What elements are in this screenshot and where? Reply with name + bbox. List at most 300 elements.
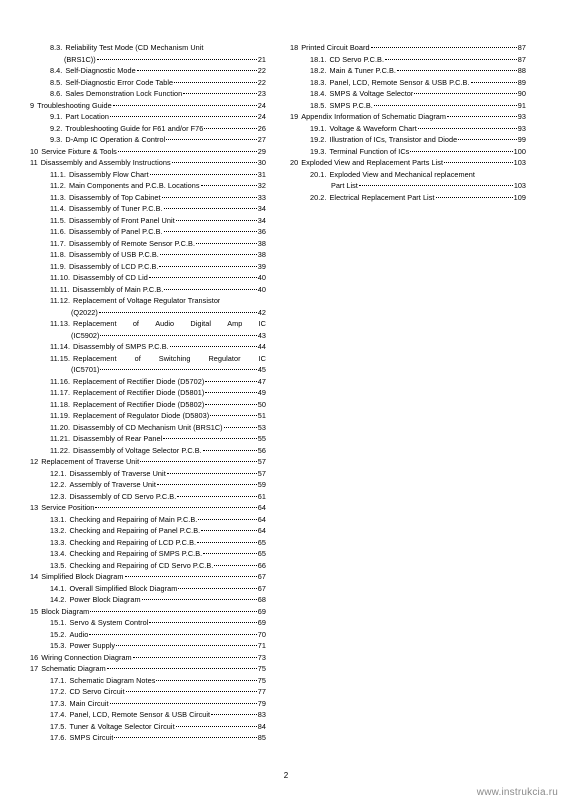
toc-entry[interactable]: [30, 675, 266, 687]
toc-entry[interactable]: [30, 433, 266, 445]
dot-leader: [149, 277, 257, 278]
toc-entry-title: Overall Simplified Block Diagram: [69, 583, 178, 593]
toc-entry-page: 109: [513, 192, 526, 202]
toc-entry-number: 10: [30, 146, 39, 156]
toc-entry-number: 11.5.: [50, 215, 66, 225]
dot-leader: [133, 657, 257, 658]
toc-entry[interactable]: [30, 709, 266, 721]
toc-entry-number: 11.7.: [50, 238, 66, 248]
toc-entry-page: 43: [257, 330, 266, 340]
toc-entry-title: Disassembly of Traverse Unit: [69, 468, 166, 478]
toc-entry-page: 38: [257, 238, 266, 248]
toc-entry-page: 26: [257, 123, 266, 133]
toc-entry-page: 69: [257, 606, 266, 616]
toc-entry-page: 66: [257, 560, 266, 570]
dot-leader: [126, 691, 257, 692]
toc-entry-title: Replacement of Traverse Unit: [41, 457, 140, 466]
toc-entry[interactable]: [30, 479, 266, 491]
dot-leader: [99, 312, 257, 313]
dot-leader: [371, 47, 517, 48]
toc-entry-page: 79: [257, 698, 266, 708]
dot-leader: [471, 82, 517, 83]
toc-entry[interactable]: [30, 663, 266, 675]
toc-entry-page: 59: [257, 480, 266, 489]
dot-leader: [113, 105, 257, 106]
toc-entry[interactable]: [290, 65, 526, 77]
toc-entry-page: 36: [257, 227, 266, 236]
dot-leader: [414, 93, 516, 94]
toc-entry-title: Disassembly of LCD P.C.B.: [68, 261, 159, 271]
dot-leader: [164, 289, 256, 290]
toc-entry-title: Block Diagram: [41, 606, 90, 616]
toc-entry-continuation[interactable]: [30, 364, 266, 376]
toc-entry[interactable]: [30, 468, 266, 480]
toc-entry-title: Disassembly and Assembly Instructions: [40, 158, 171, 167]
toc-entry-number: 14.2.: [50, 595, 67, 604]
dot-leader: [178, 588, 256, 589]
toc-entry-continuation[interactable]: [30, 330, 266, 342]
toc-entry-number: 13.1.: [50, 514, 67, 524]
dot-leader: [172, 162, 257, 163]
toc-entry-page: 49: [257, 388, 266, 397]
toc-entry-page: 24: [257, 100, 266, 110]
toc-entry-title-continued: (Q2022): [71, 307, 98, 317]
toc-entry-page: 90: [517, 89, 526, 98]
toc-entry-number: 15.1.: [50, 618, 67, 627]
toc-entry-title: Disassembly of Voltage Selector P.C.B.: [73, 445, 202, 455]
dot-leader: [359, 185, 513, 186]
toc-entry-title-continued: Part List: [331, 181, 358, 190]
toc-entry-number: 8.5.: [50, 77, 63, 87]
dot-leader: [201, 185, 257, 186]
toc-entry-number: 15.3.: [50, 641, 67, 650]
toc-entry-page: 30: [257, 158, 266, 167]
toc-entry-title: Replacement of Rectifier Diode (D5802): [73, 399, 205, 409]
toc-left-column: [30, 42, 266, 744]
toc-entry-page: 32: [257, 181, 266, 190]
toc-entry-page: 34: [257, 204, 266, 213]
toc-entry[interactable]: [30, 238, 266, 250]
toc-entry-page: 100: [513, 146, 526, 156]
dot-leader: [205, 381, 256, 382]
dot-leader: [176, 726, 257, 727]
toc-entry-page: 45: [257, 365, 266, 374]
toc-entry-title: Troubleshooting Guide for F61 and/or F76: [65, 123, 204, 133]
toc-entry-title: Main Components and P.C.B. Locations: [68, 181, 200, 190]
toc-entry-title: D-Amp IC Operation & Control: [65, 135, 166, 144]
toc-entry[interactable]: [30, 617, 266, 629]
dot-leader: [142, 599, 257, 600]
toc-entry-number: 11.11.: [50, 284, 70, 294]
toc-entry-page: 88: [517, 66, 526, 75]
dot-leader: [204, 128, 256, 129]
toc-entry-number: 11.1.: [50, 169, 66, 179]
toc-entry-number: 11.8.: [50, 250, 66, 259]
toc-entry-number: 18.2.: [310, 66, 327, 75]
dot-leader: [205, 392, 256, 393]
toc-entry-number: 19: [290, 112, 299, 121]
toc-entry[interactable]: [30, 123, 266, 135]
toc-entry[interactable]: [30, 548, 266, 560]
dot-leader: [162, 197, 257, 198]
toc-entry-number: 17.3.: [50, 698, 67, 708]
toc-entry-page: 93: [517, 112, 526, 121]
dot-leader: [160, 254, 257, 255]
toc-entry[interactable]: [290, 54, 526, 66]
toc-entry[interactable]: [30, 295, 266, 307]
toc-entry-number: 18.5.: [310, 100, 327, 110]
dot-leader: [170, 346, 257, 347]
toc-entry-title: Power Block Diagram: [69, 595, 141, 604]
toc-entry-number: 11.2.: [50, 181, 66, 190]
toc-entry[interactable]: [30, 422, 266, 434]
toc-entry-title: Disassembly of Top Cabinet: [68, 192, 161, 202]
toc-entry-title: Exploded View and Mechanical replacement: [329, 169, 475, 179]
toc-entry[interactable]: [290, 100, 526, 112]
watermark: www.instrukcia.ru: [476, 787, 558, 798]
toc-entry[interactable]: [30, 502, 266, 514]
toc-entry[interactable]: [30, 272, 266, 284]
toc-entry[interactable]: [30, 514, 266, 526]
toc-entry-page: 67: [257, 583, 266, 593]
dot-leader: [163, 438, 256, 439]
toc-entry[interactable]: [30, 249, 266, 261]
toc-entry-page: 77: [257, 687, 266, 696]
toc-entry-title: SMPS Circuit: [69, 733, 114, 742]
toc-entry-page: 65: [257, 549, 266, 558]
toc-entry-title: Replacement of Audio Digital Amp IC: [73, 319, 266, 328]
dot-leader: [140, 461, 257, 462]
toc-entry[interactable]: [30, 100, 266, 112]
toc-entry-page: 40: [257, 284, 266, 294]
toc-entry-title: Reliability Test Mode (CD Mechanism Unit: [65, 43, 204, 52]
toc-entry-number: 9.2.: [50, 123, 63, 133]
toc-entry-number: 11.16.: [50, 376, 71, 386]
toc-entry[interactable]: [30, 42, 266, 54]
toc-entry-page: 23: [257, 89, 266, 98]
toc-entry-title: Self-Diagnostic Error Code Table: [65, 77, 174, 87]
toc-entry-continuation[interactable]: [290, 180, 526, 192]
toc-entry-page: 47: [257, 376, 266, 386]
dot-leader: [177, 496, 256, 497]
toc-entry[interactable]: [30, 571, 266, 583]
toc-entry-title: Replacement of Rectifier Diode (D5801): [73, 388, 205, 397]
toc-entry-number: 11.13.: [50, 319, 71, 328]
dot-leader: [100, 369, 256, 370]
toc-entry[interactable]: [30, 399, 266, 411]
toc-entry-number: 17.4.: [50, 710, 67, 719]
dot-leader: [183, 93, 257, 94]
toc-entry-number: 11.18.: [50, 399, 71, 409]
toc-entry-title: Disassembly of Remote Sensor P.C.B.: [68, 238, 196, 248]
toc-entry-page: 89: [517, 77, 526, 87]
toc-entry-title: Panel, LCD, Remote Sensor & USB P.C.B.: [329, 77, 470, 87]
toc-entry-title: Replacement of Rectifier Diode (D5702): [73, 376, 205, 386]
toc-entry-number: 11.9.: [50, 261, 66, 271]
toc-entry-number: 17.5.: [50, 721, 67, 731]
toc-entry-title: Main & Tuner P.C.B.: [329, 66, 397, 75]
toc-entry-page: 53: [257, 422, 266, 432]
dot-leader: [100, 335, 256, 336]
toc-entry-number: 12.3.: [50, 491, 67, 501]
toc-entry-title: Checking and Repairing of LCD P.C.B.: [69, 537, 197, 547]
toc-entry-number: 13.3.: [50, 537, 67, 547]
toc-entry[interactable]: [30, 169, 266, 181]
toc-entry-number: 18.3.: [310, 77, 327, 87]
dot-leader: [205, 404, 256, 405]
dot-leader: [214, 565, 256, 566]
toc-entry-number: 9: [30, 100, 35, 110]
toc-entry-title: SMPS P.C.B.: [329, 100, 373, 110]
dot-leader: [97, 59, 257, 60]
toc-entry[interactable]: [30, 203, 266, 215]
toc-entry-title: SMPS & Voltage Selector: [329, 89, 414, 98]
dot-leader: [167, 473, 257, 474]
toc-entry-title-continued: (BRS1C)): [64, 54, 96, 64]
toc-entry-number: 11.17.: [50, 388, 71, 397]
toc-right-column: [290, 42, 526, 203]
toc-entry-page: 67: [257, 572, 266, 581]
toc-entry-number: 11.20.: [50, 422, 71, 432]
toc-entry-number: 8.6.: [50, 89, 63, 98]
toc-entry-page: 61: [257, 491, 266, 501]
dot-leader: [116, 645, 257, 646]
toc-entry[interactable]: [30, 686, 266, 698]
dot-leader: [210, 415, 257, 416]
toc-entry[interactable]: [30, 215, 266, 227]
toc-entry-number: 13.5.: [50, 560, 67, 570]
toc-entry-number: 8.4.: [50, 66, 63, 75]
toc-entry-title-continued: (IC5902): [71, 330, 100, 340]
toc-entry[interactable]: [30, 445, 266, 457]
dot-leader: [150, 174, 257, 175]
toc-entry-title: Self-Diagnostic Mode: [65, 66, 136, 75]
toc-entry-page: 93: [517, 123, 526, 133]
toc-entry-title: Disassembly of Rear Panel: [73, 434, 163, 443]
toc-entry-page: 87: [517, 43, 526, 52]
toc-entry[interactable]: [30, 88, 266, 100]
toc-entry[interactable]: [30, 77, 266, 89]
toc-entry-title: Disassembly of Panel P.C.B.: [68, 227, 163, 236]
toc-entry-page: 99: [517, 135, 526, 144]
toc-entry[interactable]: [30, 341, 266, 353]
dot-leader: [444, 162, 513, 163]
toc-entry[interactable]: [30, 537, 266, 549]
dot-leader: [164, 208, 257, 209]
toc-entry-continuation[interactable]: [30, 307, 266, 319]
toc-entry-number: 16: [30, 652, 39, 662]
toc-entry[interactable]: [290, 111, 526, 123]
dot-leader: [458, 139, 517, 140]
toc-entry-number: 13.4.: [50, 549, 67, 558]
toc-entry[interactable]: [30, 180, 266, 192]
dot-leader: [224, 427, 257, 428]
toc-entry[interactable]: [30, 698, 266, 710]
toc-entry[interactable]: [30, 261, 266, 273]
toc-entry[interactable]: [30, 491, 266, 503]
dot-leader: [107, 668, 257, 669]
toc-entry[interactable]: [30, 146, 266, 158]
toc-entry-title: Disassembly of CD Lid: [73, 273, 148, 282]
toc-entry-title: Disassembly of Tuner P.C.B.: [68, 204, 163, 213]
toc-entry-title: Replacement of Regulator Diode (D5803): [73, 411, 210, 420]
toc-entry-title: Service Fixture & Tools: [41, 146, 117, 156]
toc-entry-page: 83: [257, 710, 266, 719]
dot-leader: [95, 507, 256, 508]
toc-entry[interactable]: [290, 42, 526, 54]
toc-entry-page: 64: [257, 514, 266, 524]
toc-entry[interactable]: [30, 318, 266, 330]
dot-leader: [418, 128, 517, 129]
dot-leader: [90, 611, 256, 612]
toc-entry-title: Checking and Repairing of SMPS P.C.B.: [69, 549, 203, 558]
toc-entry-title: Disassembly of USB P.C.B.: [68, 250, 159, 259]
toc-entry[interactable]: [30, 525, 266, 537]
toc-entry[interactable]: [290, 169, 526, 181]
toc-entry[interactable]: [30, 284, 266, 296]
toc-entry[interactable]: [30, 606, 266, 618]
dot-leader: [149, 622, 256, 623]
toc-entry-number: 11.10.: [50, 273, 71, 282]
toc-entry[interactable]: [30, 721, 266, 733]
dot-leader: [164, 231, 257, 232]
toc-entry[interactable]: [290, 77, 526, 89]
toc-entry-number: 15: [30, 606, 39, 616]
toc-entry[interactable]: [30, 111, 266, 123]
toc-entry-page: 24: [257, 112, 266, 121]
toc-entry-page: 56: [257, 445, 266, 455]
toc-entry[interactable]: [290, 88, 526, 100]
toc-entry-number: 13: [30, 503, 39, 512]
toc-entry-continuation[interactable]: [30, 54, 266, 66]
toc-entry[interactable]: [30, 652, 266, 664]
toc-entry-title: Tuner & Voltage Selector Circuit: [69, 721, 175, 731]
toc-entry-title: CD Servo Circuit: [69, 687, 125, 696]
toc-entry[interactable]: [30, 594, 266, 606]
toc-entry-title: Audio: [69, 629, 89, 639]
toc-entry-title: Main Circuit: [69, 698, 109, 708]
toc-entry-page: 31: [257, 169, 266, 179]
toc-entry[interactable]: [290, 123, 526, 135]
toc-entry-number: 11.22.: [50, 445, 71, 455]
toc-entry-title: Assembly of Traverse Unit: [69, 480, 156, 489]
toc-entry[interactable]: [290, 192, 526, 204]
dot-leader: [436, 197, 513, 198]
toc-entry-title: Disassembly of CD Mechanism Unit (BRS1C): [73, 422, 223, 432]
dot-leader: [137, 70, 257, 71]
toc-entry-title: Disassembly Flow Chart: [68, 169, 149, 179]
toc-entry[interactable]: [30, 410, 266, 422]
toc-entry[interactable]: [30, 387, 266, 399]
toc-entry-number: 8.3.: [50, 43, 63, 52]
dot-leader: [410, 151, 512, 152]
toc-entry-number: 9.3.: [50, 135, 63, 144]
toc-entry[interactable]: [30, 192, 266, 204]
toc-entry-title: Printed Circuit Board: [301, 43, 370, 52]
dot-leader: [203, 450, 257, 451]
toc-entry-title: Checking and Repairing of CD Servo P.C.B.: [69, 560, 214, 570]
toc-entry-number: 13.2.: [50, 526, 67, 535]
toc-entry-title: Checking and Repairing of Panel P.C.B.: [69, 526, 201, 535]
toc-entry[interactable]: [30, 560, 266, 572]
toc-entry-number: 20.2.: [310, 192, 327, 202]
toc-entry-number: 11: [30, 158, 38, 167]
toc-entry-number: 19.3.: [310, 146, 327, 156]
toc-entry-number: 17.2.: [50, 687, 67, 696]
toc-entry-number: 11.12.: [50, 296, 71, 305]
toc-entry-number: 11.21.: [50, 434, 71, 443]
toc-entry[interactable]: [290, 146, 526, 158]
dot-leader: [385, 59, 517, 60]
dot-leader: [447, 116, 517, 117]
dot-leader: [203, 553, 257, 554]
toc-entry[interactable]: [30, 456, 266, 468]
toc-entry-page: 64: [257, 503, 266, 512]
toc-entry-page: 71: [257, 641, 266, 650]
toc-entry-title: Voltage & Waveform Chart: [329, 123, 417, 133]
dot-leader: [211, 714, 257, 715]
toc-entry-title: CD Servo P.C.B.: [329, 54, 385, 64]
toc-entry-page: 87: [517, 54, 526, 64]
toc-entry-page: 22: [257, 77, 266, 87]
dot-leader: [125, 576, 257, 577]
toc-entry-title: Disassembly of SMPS P.C.B.: [73, 342, 169, 351]
toc-entry-page: 57: [257, 457, 266, 466]
toc-entry-title: Wiring Connection Diagram: [41, 652, 132, 662]
toc-entry-number: 12.2.: [50, 480, 67, 489]
toc-entry-number: 14: [30, 572, 39, 581]
toc-entry[interactable]: [30, 65, 266, 77]
toc-entry-number: 12: [30, 457, 39, 466]
dot-leader: [166, 139, 256, 140]
toc-entry-number: 11.3.: [50, 192, 66, 202]
toc-entry-title: Appendix Information of Schematic Diagram: [301, 112, 447, 121]
toc-entry[interactable]: [290, 157, 526, 169]
toc-entry[interactable]: [30, 629, 266, 641]
toc-entry[interactable]: [30, 353, 266, 365]
toc-entry-number: 19.1.: [310, 123, 327, 133]
toc-entry-page: 64: [257, 526, 266, 535]
toc-entry-title: Service Position: [41, 503, 95, 512]
toc-entry-page: 91: [517, 100, 526, 110]
toc-entry-title: Sales Demonstration Lock Function: [65, 89, 183, 98]
toc-entry-number: 11.14.: [50, 342, 71, 351]
toc-entry-number: 17.1.: [50, 675, 67, 685]
toc-entry[interactable]: [30, 583, 266, 595]
toc-entry-number: 18.4.: [310, 89, 327, 98]
toc-entry[interactable]: [30, 226, 266, 238]
toc-entry-number: 18: [290, 43, 299, 52]
dot-leader: [198, 519, 256, 520]
toc-entry[interactable]: [290, 134, 526, 146]
toc-entry-number: 17: [30, 664, 39, 673]
toc-entry-title: Schematic Diagram: [41, 664, 106, 673]
dot-leader: [159, 266, 256, 267]
toc-entry-number: 12.1.: [50, 468, 67, 478]
toc-entry[interactable]: [30, 732, 266, 744]
toc-entry[interactable]: [30, 376, 266, 388]
toc-entry-page: 40: [257, 273, 266, 282]
toc-entry-page: 50: [257, 399, 266, 409]
toc-entry-title: Exploded View and Replacement Parts List: [301, 158, 444, 167]
toc-entry-number: 18.1.: [310, 54, 327, 64]
toc-entry-page: 39: [257, 261, 266, 271]
toc-entry[interactable]: [30, 134, 266, 146]
toc-entry[interactable]: [30, 640, 266, 652]
dot-leader: [110, 116, 257, 117]
toc-entry[interactable]: [30, 157, 266, 169]
toc-entry-title: Terminal Function of ICs: [329, 146, 410, 156]
